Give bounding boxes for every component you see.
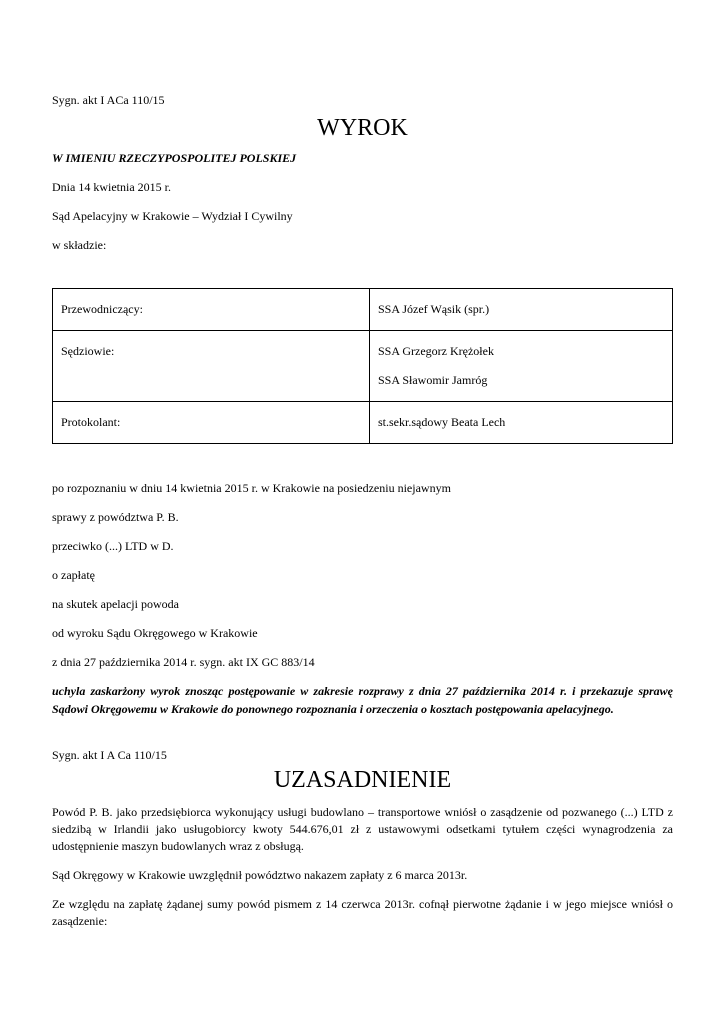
panel-name: st.sekr.sądowy Beata Lech: [378, 415, 506, 429]
case-line: po rozpoznaniu w dniu 14 kwietnia 2015 r. w Krakowie na posiedzeniu niejawnym: [52, 481, 451, 495]
panel-names: [370, 289, 673, 331]
verdict-title: WYROK: [317, 115, 408, 141]
justification-title: UZASADNIENIE: [273, 767, 452, 793]
panel-role: Przewodniczący:: [53, 289, 370, 331]
justification-paragraph: Powód P. B. jako przedsiębiorca wykonujący usługi budowlano – transportowe wniósł o zasądzenie od pozwanego (...) LTD z siedzibą w Irlandii jako usługobiorcy kwoty 544.676,01 zł z ustawowymi odsetkami tytułem części wynagrodzenia za udostępnienie maszyn budowlanych wraz z obsługą.: [52, 805, 673, 853]
table-row: [53, 402, 673, 444]
case-line: sprawy z powództwa P. B.: [52, 510, 179, 524]
composition-label: w składzie:: [52, 238, 107, 252]
case-line: przeciwko (...) LTD w D.: [52, 539, 174, 553]
table-row: [53, 331, 673, 402]
verdict-date: Dnia 14 kwietnia 2015 r.: [52, 180, 171, 194]
table-row: [53, 289, 673, 331]
case-line: o zapłatę: [52, 568, 95, 582]
panel-names: [370, 331, 673, 402]
justification-signature: Sygn. akt I A Ca 110/15: [52, 748, 167, 762]
court-name: Sąd Apelacyjny w Krakowie – Wydział I Cywilny: [52, 209, 293, 223]
verdict-subtitle: W IMIENIU RZECZYPOSPOLITEJ POLSKIEJ: [52, 151, 297, 165]
justification-paragraph: Sąd Okręgowy w Krakowie uwzględnił powództwo nakazem zapłaty z 6 marca 2013r.: [52, 868, 468, 882]
panel-name: SSA Grzegorz Krężołek: [378, 344, 494, 358]
panel-name: SSA Sławomir Jamróg: [378, 373, 488, 387]
panel-role: Sędziowie:: [53, 331, 370, 402]
panel-names: [370, 402, 673, 444]
decision-text: uchyla zaskarżony wyrok znosząc postępowanie w zakresie rozprawy z dnia 27 października 2014 r. i przekazuje sprawę Sądowi Okręgowemu w Krakowie do ponownego rozpoznania i orzeczenia o kosztach postępowania apelacyjnego.: [52, 684, 673, 716]
case-line: na skutek apelacji powoda: [52, 597, 179, 611]
panel-role: Protokolant:: [53, 402, 370, 444]
case-signature: Sygn. akt I ACa 110/15: [52, 93, 165, 107]
panel-name: SSA Józef Wąsik (spr.): [378, 302, 490, 316]
court-panel-table: [52, 288, 673, 444]
justification-paragraph: Ze względu na zapłatę żądanej sumy powód pismem z 14 czerwca 2013r. cofnął pierwotne żądanie i w jego miejsce wniósł o zasądzenie:: [52, 897, 673, 928]
case-line: z dnia 27 października 2014 r. sygn. akt IX GC 883/14: [52, 655, 315, 669]
case-line: od wyroku Sądu Okręgowego w Krakowie: [52, 626, 258, 640]
